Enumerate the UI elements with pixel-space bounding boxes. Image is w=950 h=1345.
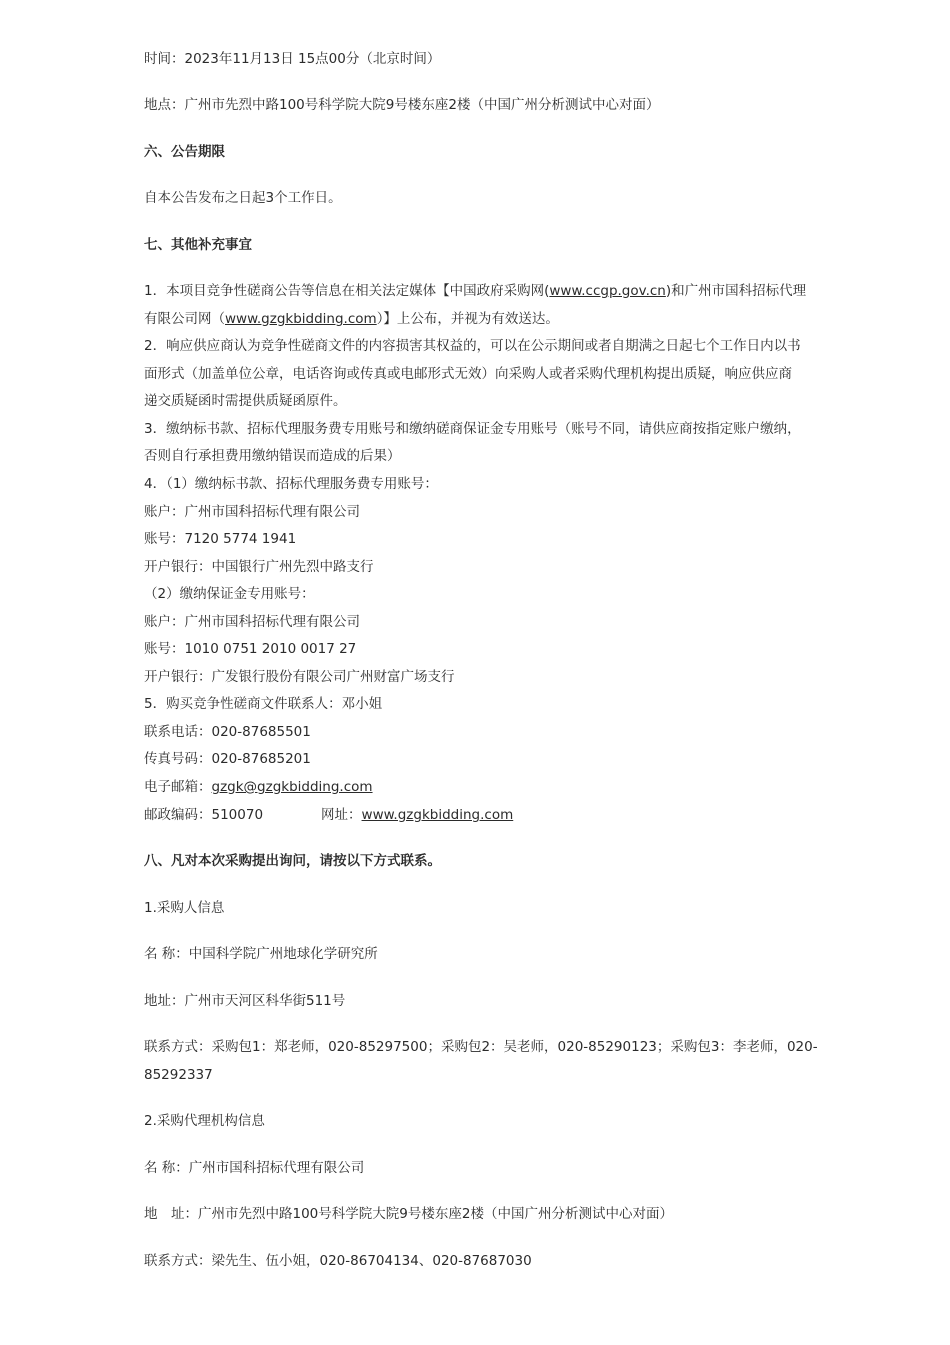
account-2-number: 账号：1010 0751 2010 0017 27 [144,641,357,657]
buyer-contact-line-2: 85292337 [144,1067,213,1083]
opening-time: 时间：2023年11月13日 15点00分（北京时间） [144,51,441,67]
notice-period-text: 自本公告发布之日起3个工作日。 [144,190,342,206]
purchase-contact: 5．购买竞争性磋商文件联系人：邓小姐 [144,696,383,712]
agent-name: 名 称：广州市国科招标代理有限公司 [144,1160,365,1176]
item-3-line-1: 3．缴纳标书款、招标代理服务费专用账号和缴纳磋商保证金专用账号（账号不同，请供应商按指定账户缴纳， [144,421,801,437]
item-2-line-2: 面形式（加盖单位公章，电话咨询或传真或电邮形式无效）向采购人或者采购代理机构提出质疑，响应供应商 [144,366,792,382]
item-4-title: 4．（1）缴纳标书款、招标代理服务费专用账号： [144,476,438,492]
account-2-bank: 开户银行：广发银行股份有限公司广州财富广场支行 [144,669,455,685]
account-1-name: 账户：广州市国科招标代理有限公司 [144,504,360,520]
contact-phone: 联系电话：020-87685501 [144,724,311,740]
buyer-address: 地址：广州市天河区科华街511号 [144,993,346,1009]
item-2-line-3: 递交质疑函时需提供质疑函原件。 [144,393,347,409]
contact-fax: 传真号码：020-87685201 [144,751,311,767]
email-label: 电子邮箱： [144,779,212,795]
buyer-name: 名 称：中国科学院广州地球化学研究所 [144,946,378,962]
item-1-text-c: 有限公司网（ [144,311,225,327]
agent-address: 地 址：广州市先烈中路100号科学院大院9号楼东座2楼（中国广州分析测试中心对面） [144,1206,673,1222]
agent-contact: 联系方式：梁先生、伍小姐，020-86704134、020-87687030 [144,1253,532,1269]
buyer-contact-line-1: 联系方式：采购包1：郑老师，020-85297500；采购包2：吴老师，020-85290123；采购包3：李老师，020- [144,1039,818,1055]
web-label: 网址： [321,807,362,823]
account-1-number: 账号：7120 5774 1941 [144,531,297,547]
item-2-line-1: 2．响应供应商认为竞争性磋商文件的内容损害其权益的，可以在公示期间或者自期满之日起七个工作日内以书 [144,338,801,354]
item-1-text-a: 1．本项目竞争性磋商公告等信息在相关法定媒体【中国政府采购网( [144,283,550,299]
account-2-title: （2）缴纳保证金专用账号： [144,586,315,602]
account-2-name: 账户：广州市国科招标代理有限公司 [144,614,360,630]
item-1-text-b: )和广州市国科招标代理 [665,283,807,299]
item-1-text-d: ）】上公布，并视为有效送达。 [376,311,559,327]
section-heading-8: 八、凡对本次采购提出询问，请按以下方式联系。 [144,853,441,869]
buyer-info-title: 1.采购人信息 [144,900,225,916]
gzgk-website-link[interactable]: www.gzgkbidding.com [225,311,377,327]
item-3-line-2: 否则自行承担费用缴纳错误而造成的后果） [144,448,401,464]
contact-email-row [144,777,373,797]
item-1-line-2 [144,309,559,329]
item-1-line-1 [144,281,806,301]
account-1-bank: 开户银行：中国银行广州先烈中路支行 [144,559,374,575]
agent-info-title: 2.采购代理机构信息 [144,1113,265,1129]
opening-place: 地点：广州市先烈中路100号科学院大院9号楼东座2楼（中国广州分析测试中心对面） [144,97,660,113]
ccgp-link[interactable]: www.ccgp.gov.cn [549,283,666,299]
section-heading-6: 六、公告期限 [144,144,225,160]
web-link[interactable]: www.gzgkbidding.com [361,807,514,823]
zip-web-row [144,805,513,825]
zip-code: 邮政编码：510070 [144,807,264,823]
email-link[interactable]: gzgk@gzgkbidding.com [211,779,373,795]
section-heading-7: 七、其他补充事宜 [144,237,252,253]
